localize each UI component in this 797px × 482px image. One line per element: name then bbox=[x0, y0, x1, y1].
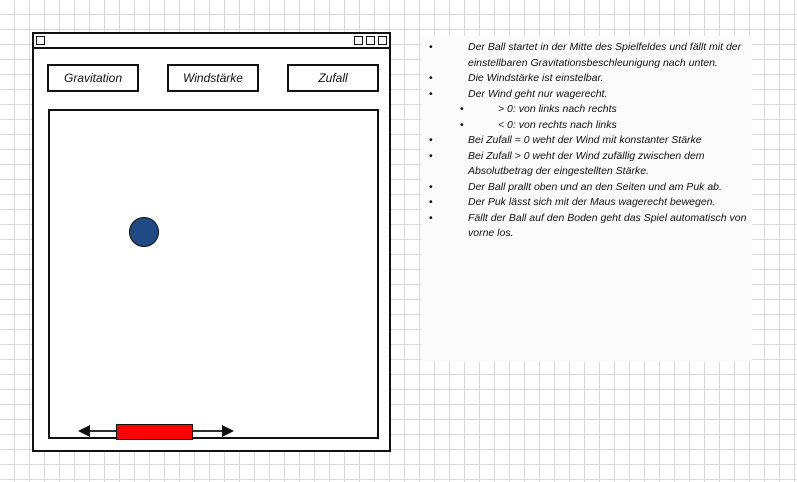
note-item: • Der Wind geht nur wagerecht. bbox=[422, 87, 752, 103]
minimize-icon[interactable] bbox=[354, 36, 363, 45]
note-item: • Die Windstärke ist einstelbar. bbox=[422, 71, 752, 87]
wind-strength-button[interactable]: Windstärke bbox=[167, 64, 259, 92]
note-item: • Der Puk lässt sich mit der Maus wagerecht bewegen. bbox=[422, 195, 752, 211]
app-window bbox=[32, 32, 391, 452]
note-subitem: • < 0: von rechts nach links bbox=[422, 118, 752, 134]
note-item: • Der Ball startet in der Mitte des Spielfeldes und fällt mit der einstellbaren Gravitationsbeschleunigung nach unten. bbox=[422, 40, 752, 71]
game-field bbox=[48, 109, 379, 439]
random-button[interactable]: Zufall bbox=[287, 64, 379, 92]
puck-paddle[interactable] bbox=[116, 424, 193, 440]
note-subitem: • > 0: von links nach rechts bbox=[422, 102, 752, 118]
close-icon[interactable] bbox=[378, 36, 387, 45]
maximize-icon[interactable] bbox=[366, 36, 375, 45]
window-icon bbox=[36, 36, 45, 45]
note-item: • Fällt der Ball auf den Boden geht das Spiel automatisch von vorne los. bbox=[422, 211, 752, 242]
ball bbox=[129, 217, 159, 247]
gravitation-button[interactable]: Gravitation bbox=[47, 64, 139, 92]
note-item: • Der Ball prallt oben und an den Seiten und am Puk ab. bbox=[422, 180, 752, 196]
note-item: • Bei Zufall = 0 weht der Wind mit konstanter Stärke bbox=[422, 133, 752, 149]
note-item: • Bei Zufall > 0 weht der Wind zufällig zwischen dem Absolutbetrag der eingestellten Stärke. bbox=[422, 149, 752, 180]
title-bar bbox=[34, 34, 389, 49]
requirements-notes bbox=[422, 36, 752, 362]
